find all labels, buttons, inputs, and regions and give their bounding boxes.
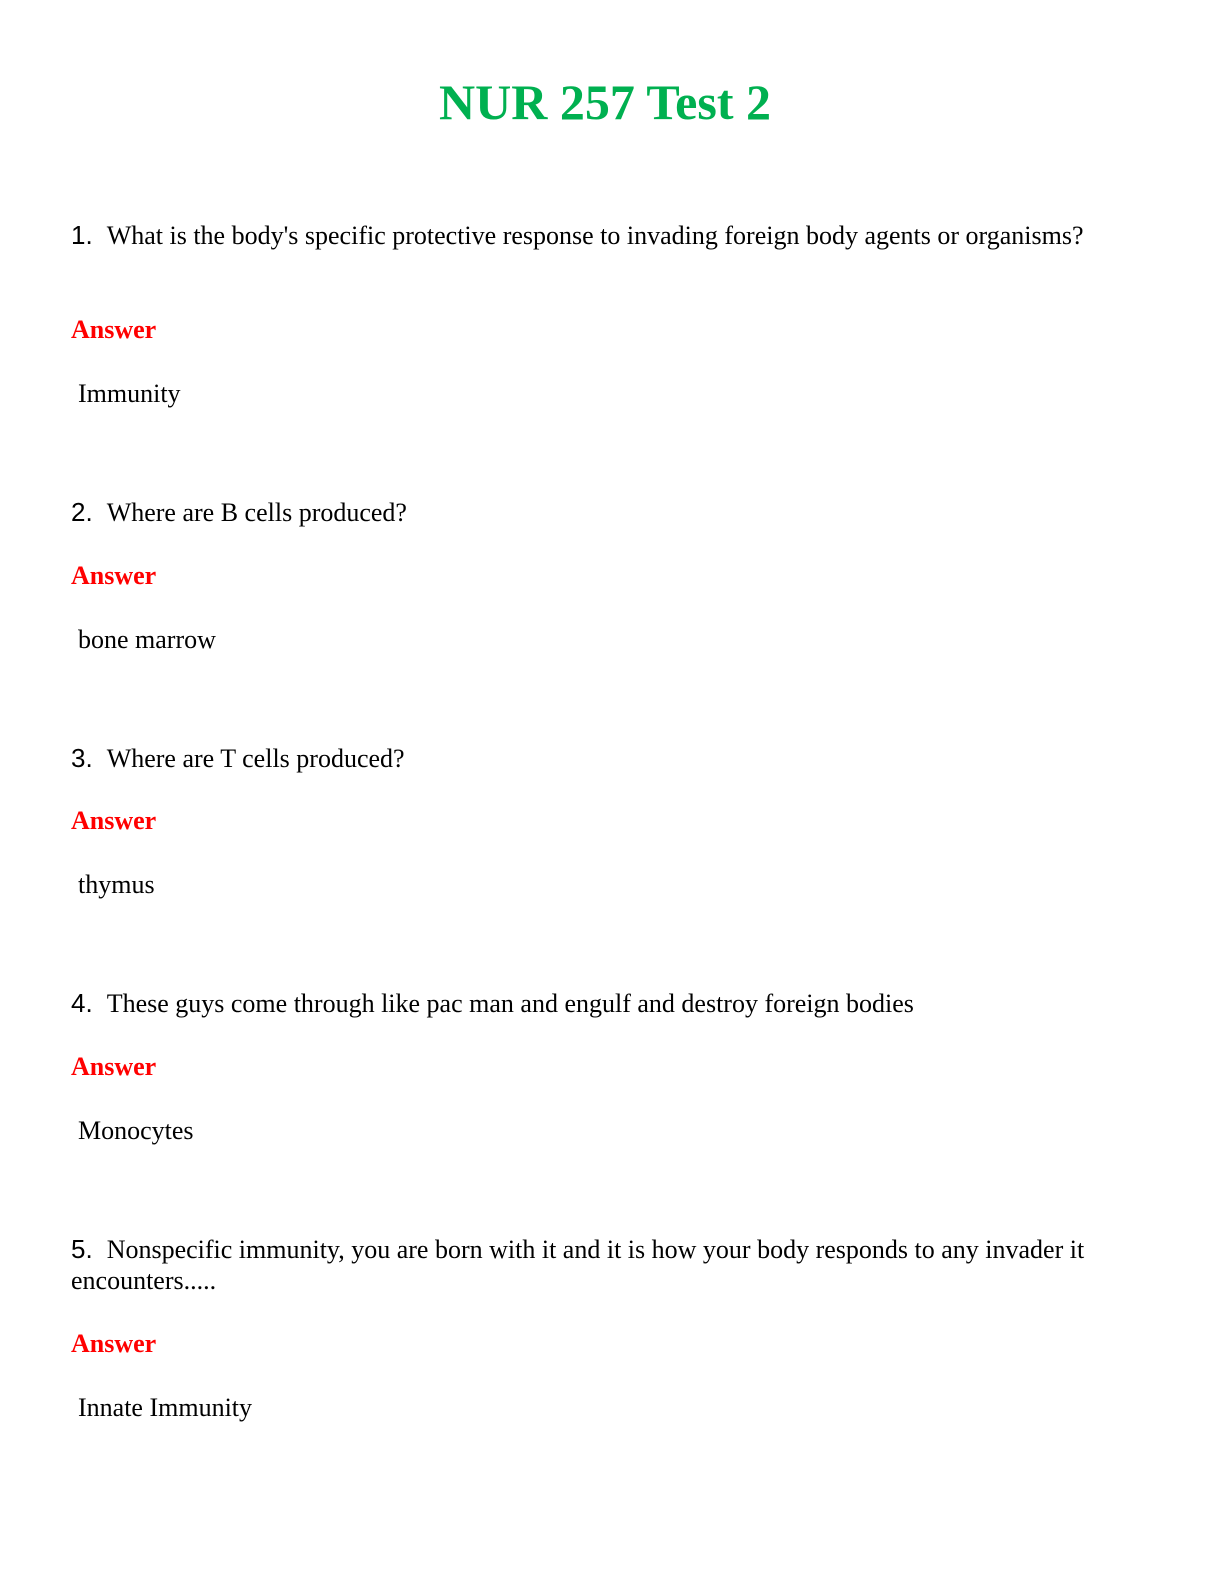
qa-item-2 xyxy=(71,497,1141,654)
question-number: 5. xyxy=(71,1234,93,1264)
question-number: 4. xyxy=(71,988,93,1018)
question-number: 3. xyxy=(71,743,93,773)
question-3 xyxy=(71,743,1141,774)
answer-text: Innate Immunity xyxy=(78,1393,253,1422)
answer-label: Answer xyxy=(71,1052,157,1081)
answer-text: bone marrow xyxy=(78,625,216,654)
qa-item-3 xyxy=(71,743,1141,899)
question-2 xyxy=(71,497,1141,528)
answer-label: Answer xyxy=(71,561,157,590)
question-text: Where are T cells produced? xyxy=(106,744,405,773)
qa-item-1 xyxy=(71,220,1141,408)
answer-text: Monocytes xyxy=(78,1116,194,1145)
qa-item-4 xyxy=(71,988,1141,1145)
answer-text: Immunity xyxy=(78,379,181,408)
question-text: These guys come through like pac man and engulf and destroy foreign bodies xyxy=(106,989,914,1018)
question-text: Where are B cells produced? xyxy=(106,498,407,527)
answer-label: Answer xyxy=(71,315,157,344)
answer-label: Answer xyxy=(71,806,157,835)
question-1 xyxy=(71,220,1141,251)
question-text: Nonspecific immunity, you are born with it and it is how your body responds to any invader it encounters..... xyxy=(71,1235,1085,1295)
document-title: NUR 257 Test 2 xyxy=(439,74,771,130)
question-number: 1. xyxy=(71,220,93,250)
answer-text: thymus xyxy=(78,870,155,899)
qa-item-5 xyxy=(71,1234,1141,1422)
question-number: 2. xyxy=(71,497,93,527)
answer-label: Answer xyxy=(71,1329,157,1358)
question-4 xyxy=(71,988,1141,1019)
question-5 xyxy=(71,1234,1141,1296)
question-text: What is the body's specific protective response to invading foreign body agents or organisms? xyxy=(106,221,1084,250)
